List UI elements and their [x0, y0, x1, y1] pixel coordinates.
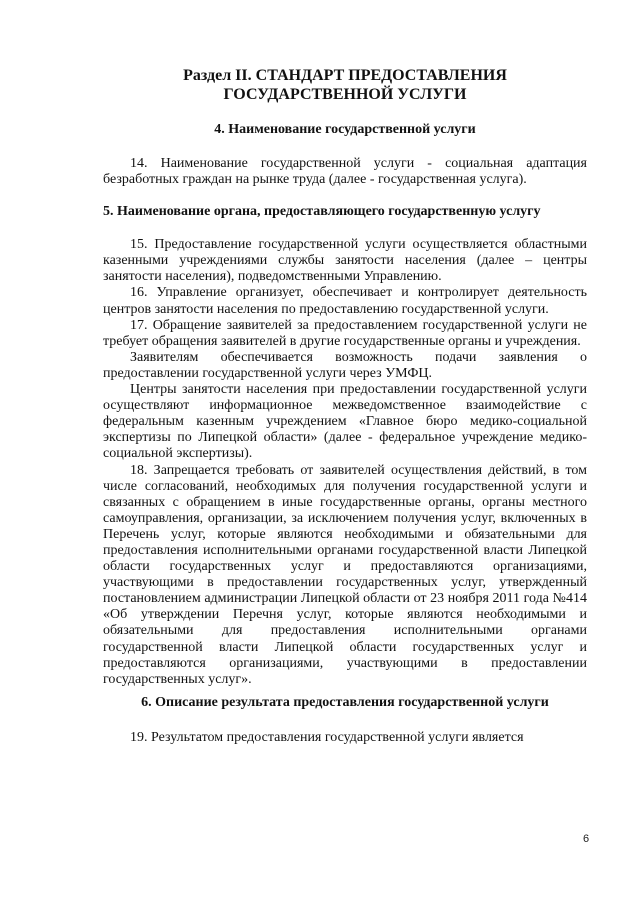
page-number: 6 — [583, 833, 590, 845]
paragraph-19: 19. Результатом предоставления государственной услуги является — [130, 729, 524, 745]
heading-service-name: 4. Наименование государственной услуги — [214, 122, 476, 137]
paragraph-18: 18. Запрещается требовать от заявителей осуществления действий, в том числе согласований, необходимых для получения государственной услуги и связанных с обращением в иные государственные органы, органы местного самоуправления, организации, за исключением получения услуг, включенных в Перечень услуг, которые являются необходимыми и обязательными для предоставления исполнительными органами государственной власти Липецкой области государственных услуг и предоставляются организациями, участвующими в предоставлении государственных услуг, утвержденный постановлением администрации Липецкой области от 23 ноября 2011 года №414 «Об утверждении Перечня услуг, которые являются необходимыми и обязательными для предоставления исполнительными органами государственной власти Липецкой области государственных услуг и предоставляются организациями, участвующими в предоставлении государственных услуг». — [103, 462, 587, 687]
paragraph-17: 17. Обращение заявителей за предоставлением государственной услуги не требует обращения заявителей в другие государственные органы и учреждения. — [103, 317, 587, 349]
paragraph-16: 16. Управление организует, обеспечивает и контролирует деятельность центров занятости населения по предоставлению государственной услуги. — [103, 285, 587, 317]
document-body — [103, 66, 587, 746]
paragraph-17-centers: Центры занятости населения при предоставлении государственной услуги осуществляют информационное межведомственное взаимодействие с федеральным казенным учреждением «Главное бюро медико-социальной экспертизы по Липецкой области» (далее - федеральное учреждение медико-социальной экспертизы). — [103, 382, 587, 462]
section-title: Раздел II. СТАНДАРТ ПРЕДОСТАВЛЕНИЯ ГОСУДАРСТВЕННОЙ УСЛУГИ — [183, 67, 507, 103]
paragraph-17-mfc: Заявителям обеспечивается возможность подачи заявления о предоставлении государственной услуги через УМФЦ. — [103, 349, 587, 381]
heading-providing-authority: 5. Наименование органа, предоставляющего государственную услугу — [103, 204, 541, 220]
paragraph-14: 14. Наименование государственной услуги - социальная адаптация безработных граждан на рынке труда (далее - государственная услуга). — [103, 156, 587, 188]
paragraph-15: 15. Предоставление государственной услуги осуществляется областными казенными учреждениями службы занятости населения (далее – центры занятости населения), подведомственными Управлению. — [103, 237, 587, 285]
heading-service-result: 6. Описание результата предоставления государственной услуги — [141, 694, 549, 710]
